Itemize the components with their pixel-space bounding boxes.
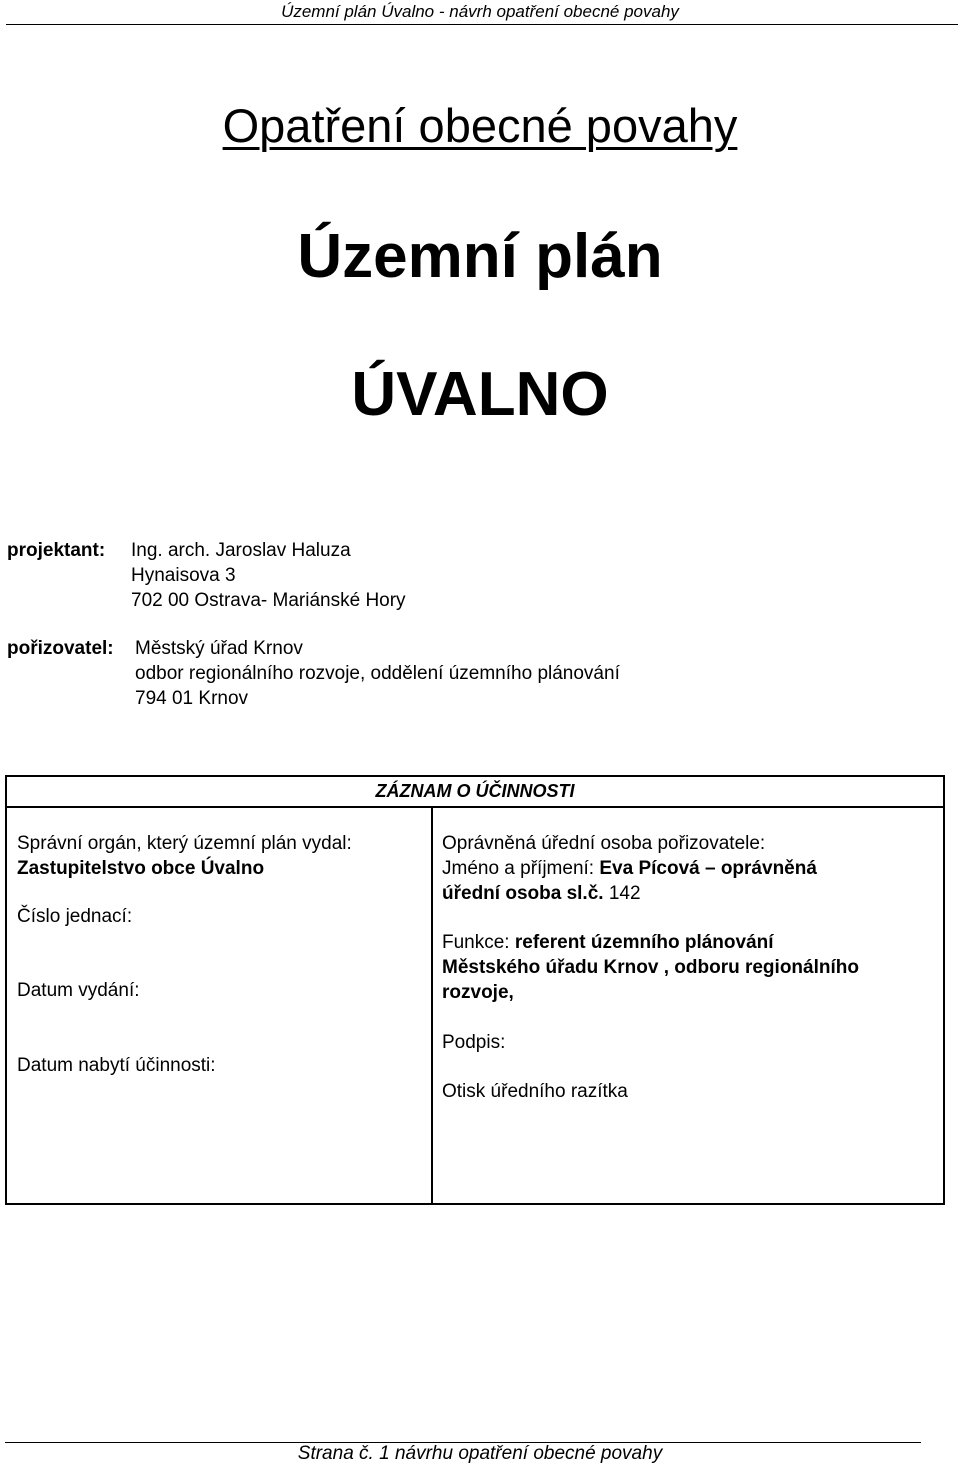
- plan-title: Územní plán: [297, 222, 663, 291]
- effective-date-label: Datum nabytí účinnosti:: [17, 1055, 216, 1076]
- porizovatel-label: pořizovatel:: [7, 638, 114, 659]
- projektant-city: 702 00 Ostrava- Mariánské Hory: [131, 590, 406, 611]
- function-label: Funkce:: [442, 932, 510, 953]
- stamp-label: Otisk úředního razítka: [442, 1081, 628, 1102]
- name-value-continued: úřední osoba sl.č.: [442, 883, 604, 904]
- header-divider: [6, 24, 958, 25]
- official-label: Oprávněná úřední osoba pořizovatele:: [442, 833, 766, 854]
- function-value-line-2: Městského úřadu Krnov , odboru regionálního: [442, 957, 859, 978]
- document-type-title: Opatření obecné povahy: [222, 99, 738, 152]
- projektant-name: Ing. arch. Jaroslav Haluza: [131, 540, 351, 561]
- name-value: Eva Pícová – oprávněná: [599, 858, 817, 879]
- running-header: Územní plán Úvalno - návrh opatření obecné povahy: [281, 2, 679, 21]
- projektant-street: Hynaisova 3: [131, 565, 236, 586]
- porizovatel-city: 794 01 Krnov: [135, 688, 249, 709]
- porizovatel-office: Městský úřad Krnov: [135, 638, 303, 659]
- reference-number-label: Číslo jednací:: [17, 906, 133, 927]
- name-number: 142: [608, 883, 641, 904]
- function-line: [442, 930, 774, 955]
- name-label: Jméno a příjmení:: [442, 858, 595, 879]
- official-name-line-2: [442, 881, 641, 906]
- projektant-label: projektant:: [7, 540, 106, 561]
- municipality-title: ÚVALNO: [351, 360, 609, 429]
- effectiveness-record-title: ZÁZNAM O ÚČINNOSTI: [7, 777, 943, 808]
- column-divider: [431, 806, 433, 1203]
- function-value: referent územního plánování: [514, 932, 774, 953]
- issuer-label: Správní orgán, který územní plán vydal:: [17, 833, 352, 854]
- official-name-line: [442, 856, 817, 881]
- function-value-line-3: rozvoje,: [442, 982, 514, 1003]
- issue-date-label: Datum vydání:: [17, 980, 140, 1001]
- effectiveness-record-box: [5, 775, 945, 1205]
- page-footer: Strana č. 1 návrhu opatření obecné povahy: [297, 1443, 663, 1464]
- porizovatel-department: odbor regionálního rozvoje, oddělení územního plánování: [135, 663, 620, 684]
- signature-label: Podpis:: [442, 1032, 506, 1053]
- issuer-value: Zastupitelstvo obce Úvalno: [17, 858, 265, 879]
